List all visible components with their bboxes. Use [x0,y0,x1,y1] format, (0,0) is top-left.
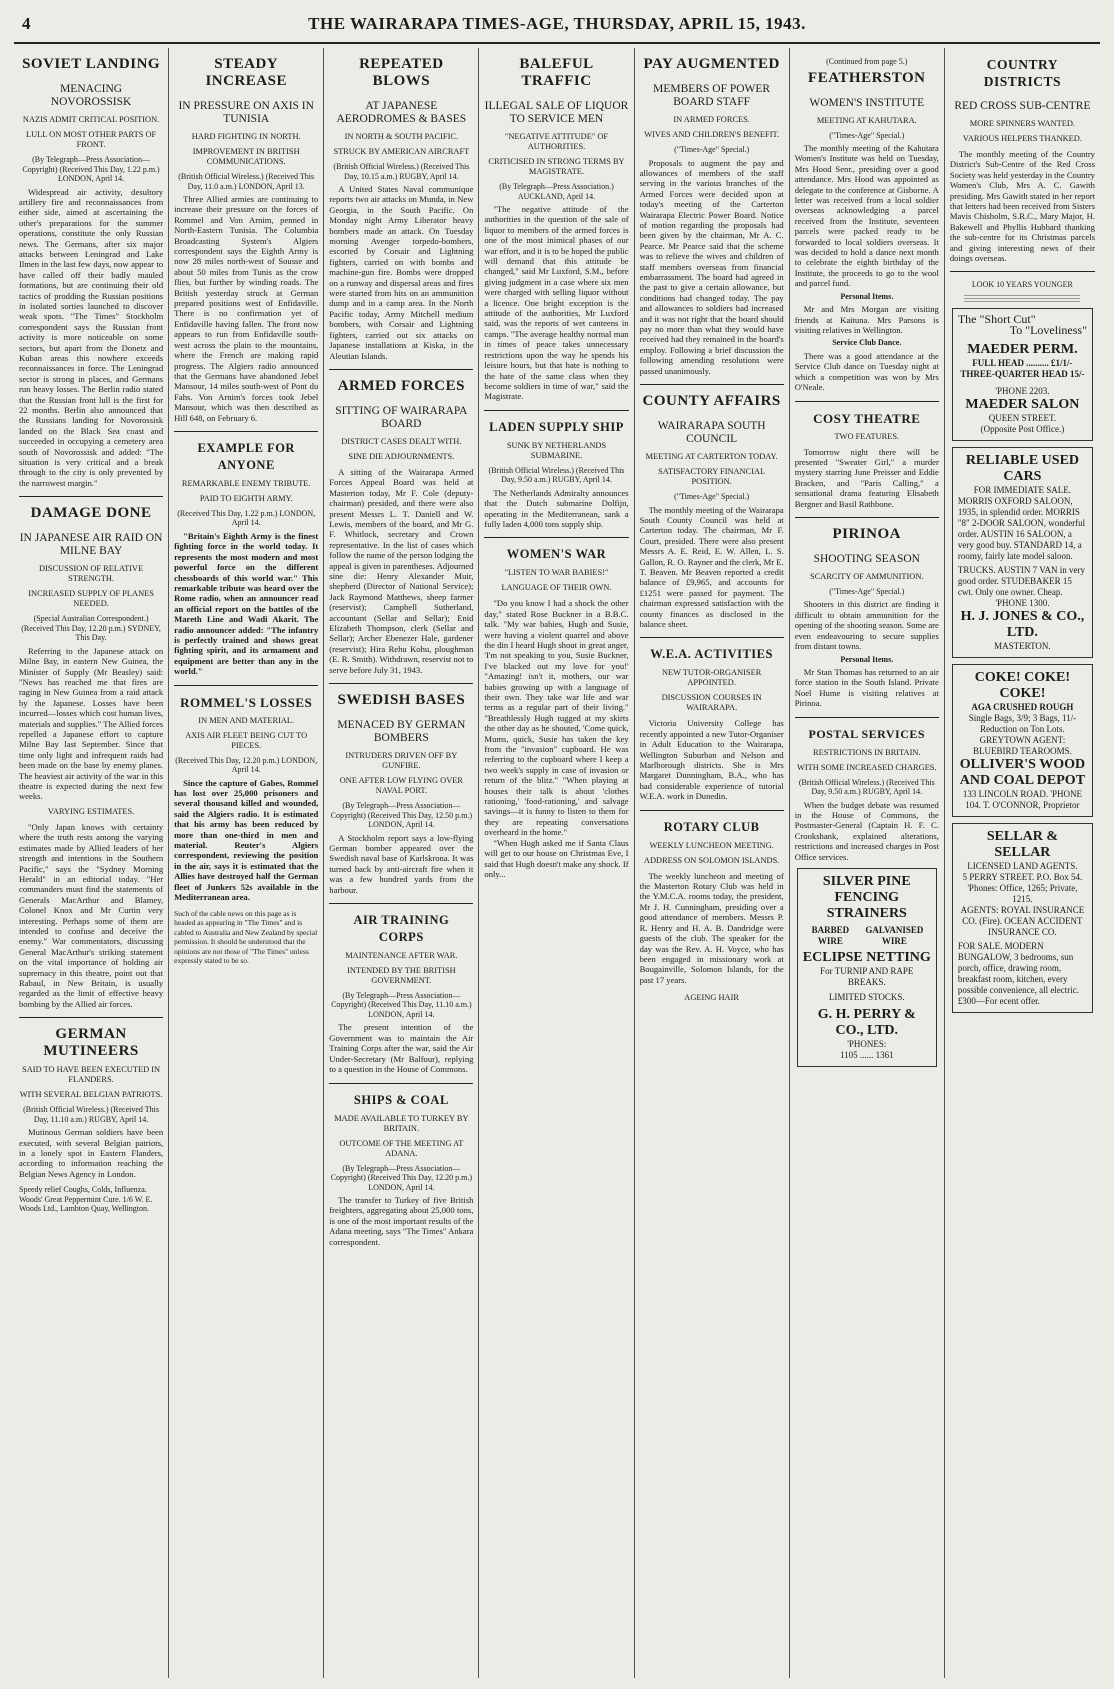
section-rule [329,683,473,684]
headline-country-districts: COUNTRY DISTRICTS [983,57,1062,89]
subhead: Personal Items. [840,291,894,301]
subhead: NEW TUTOR-ORGANISER APPOINTED. [661,668,762,688]
ad-line: ECLIPSE NETTING [802,950,931,966]
ad-line: GREYTOWN AGENT: BLUEBIRD TEAROOMS. [972,734,1072,756]
subhead: SHOOTING SEASON [813,552,920,565]
subhead: REMARKABLE ENEMY TRIBUTE. [181,478,311,488]
subhead: "LISTEN TO WAR BABIES!" [504,568,609,578]
ad-line: FULL HEAD .......... £1/1/- [972,357,1073,368]
subhead: AXIS AIR FLEET BEING CUT TO PIECES. [185,730,308,750]
advertisement-perry [797,868,937,1067]
subhead: MEMBERS OF POWER BOARD STAFF [653,83,771,108]
section-rule [640,637,784,638]
headline-pirinoa: PIRINOA [832,525,902,542]
dateline: ("Times-Age" Special.) [674,492,750,502]
ad-line: LIMITED STOCKS. [828,992,905,1003]
subhead: RED CROSS SUB-CENTRE [954,100,1091,112]
ad-line: OLLIVER'S WOOD AND COAL DEPOT [959,756,1086,788]
column-1 [14,48,169,1678]
article-body: Widespread air activity, desultory artillery fire and reconnaissances from either side, aimed at ascertaining the other's preparations for the summer operations, constitute the only Russian news. The Germans, after six major attacks between Leningrad and Lake Ilmen in the last few days, now appear to have called off their badly mauled formations, but are continuing their old tactics of prodding the Russian positions in isolated sorties launched to discover weak spots. "The Times" Stockholm correspondent says the Russian front activity is more noticeable on some sectors, but apart from the Donetz and Kuban areas this nowhere exceeds reconnaissances in force. The Leningrad sector is strong in places, and Germans run heavy losses. The Berlin radio stated that the Russian front lull is the first for 22 months. Berlin also announced that the Russians landing for Novorossisk landed on the Black Sea coast and succeeded in occupying a cemetery area south of Novorossisk and added: "The situation is very critical and a break through to the city is only prevented by the narrowest margin." [19,186,164,488]
column-7 [945,48,1100,1678]
subhead: IN MEN AND MATERIAL. [198,715,295,725]
article-body: "Do you know I had a shock the other day," stated Rose Buckner in a B.B.C. talk. "My war babies, Hugh and Susie, were having a violent quarrel and above the din I heard Hugh shout in great anger, 'I'm not speaking to you, Susie Buckner, I've blacked out my love for you!' "Amazing! isn't it, mothers, our war babies growing up with a language of their own. They take war life and war terms as a regular part of their living." "Breathlessly Hugh tugged at my skirts the other day as he shouted, 'Come quick, Mums, quick, Susie has taken the key from the "invasion" cupboard. He was referring to the cupboard where I keep a two week's supply in case of invasion or return of the blitz." "When playing at houses their talk is about 'clothes rationing,' 'food-rationing,' and salvage savings—it is funny to listen to them for they are repeating conversations overheard in the home." [484,598,629,838]
section-rule [329,903,473,904]
headline-armed-forces: ARMED FORCES [337,377,465,394]
subhead: INTENDED BY THE BRITISH GOVERNMENT. [347,965,456,985]
subhead: Personal Items. [840,654,894,664]
section-rule [795,717,939,718]
masthead [0,0,1114,48]
ad-line: FENCING STRAINERS [826,890,907,922]
advertisement-maeder [952,308,1093,441]
subhead: SAID TO HAVE BEEN EXECUTED IN FLANDERS. [22,1065,161,1085]
headline-steady-increase: STEADY INCREASE [205,56,287,89]
headline-german-mutineers: GERMAN MUTINEERS [43,1026,139,1060]
subhead: STRUCK BY AMERICAN AIRCRAFT [333,147,470,156]
column-5 [635,48,790,1678]
subhead: SINE DIE ADJOURNMENTS. [348,451,455,461]
article-body: Three Allied armies are continuing to increase their pressure on the forces of Rommel and Von Arnim, penned in North-Eastern Tunisia. The Columbia Broadcasting System's Algiers correspondent says the Eighth Army is now 28 miles north-west of Sousse and about 50 miles from Tunis as the crow flies, but further by winding roads. The British yesterday struck at German prepared positions west of Enfidaville. There is no confirmation yet of Enfidaville having fallen. The front now appears to run from Enfidaville south-west across the plain to the mountains, where the French are making rapid progress. The Algiers radio announced that the Germans have abandoned Jebel Mansour, 14 miles south-west of Pont du Fahs. Von Arnim's forces took Jebel Mansour, which was then described as Hill 648, on February 6. [174,194,319,423]
ad-line: FOR SALE. MODERN BUNGALOW, 3 bedrooms, sun porch, office, drawing room, breakfast room, kitchen, every possible convenience, all electric. £300—For ecent offer. [957,940,1080,1006]
subhead: NAZIS ADMIT CRITICAL POSITION. [22,115,160,124]
dateline: (British Official Wireless.) (Received This Day, 11.0 a.m.) LONDON, April 13. [178,172,315,191]
ad-line: AGA CRUSHED ROUGH [971,701,1074,712]
subhead: WAIRARAPA SOUTH COUNCIL [657,420,766,446]
subhead: WIVES AND CHILDREN'S BENEFIT. [644,130,780,139]
article-body: Victoria University College has recently appointed a new Tutor-Organiser in Adult Education to the Wairarapa, Wellington Suburban and Nelson and Marlborough districts. She is Mrs Margaret Dunningham, B.A., who has had considerable experience of tutorial W.E.A. work in Dunedin. [639,718,784,802]
subhead: SITTING OF WAIRARAPA BOARD [335,404,468,430]
subhead: LANGUAGE OF THEIR OWN. [501,583,612,593]
section-rule [484,537,628,538]
subhead: MENACED BY GERMAN BOMBERS [337,719,466,745]
subhead: IN ARMED FORCES. [673,115,750,124]
article-body: Mr Stan Thomas has returned to an air force station in the South Island. Private Noel Hume is visiting relatives at Pirinoa. [794,667,939,709]
ad-line: 5 PERRY STREET. P.O. Box 54. 'Phones: Office, 1265; Private, 1215. [962,871,1083,904]
subhead: IN JAPANESE AIR RAID ON MILNE BAY [19,532,163,558]
article-body: Referring to the Japanese attack on Milne Bay, in eastern New Guinea, the Minister of Supply (Mr Beasley) said: "News has reached me that fires are raging in New Guinea from a raid attack by the Japanese. Losses have been incurred—losses which cost human lives, materials and supplies." The Allied forces repelled a Japanese effort to capture Milne Bay last September. Since that time only light and infrequent raids had been made on the base by enemy planes. The heaviest air activity of the war in this theatre is expected during the next few weeks. [19,645,164,802]
article-body: The weekly luncheon and meeting of the Masterton Rotary Club was held in the Y.M.C.A. rooms today, the president, Mr J. H. Cunningham, presiding over a good attendance of members. Messrs P. R. Henry and H. A. B. Dandridge were guests of the club. The speaker for the day was the Rev. A. H. Voyce, who has been engaged in missionary work at Bougainville, Solomon Islands, for the past 17 years. [639,870,784,985]
subhead: VARIOUS HELPERS THANKED. [962,134,1082,143]
ad-line: SELLAR & SELLAR [986,828,1058,860]
dateline: (British Official Wireless.) (Received This Day, 10.15 a.m.) RUGBY, April 14. [333,162,470,181]
advertisement-coke [952,664,1093,817]
ad-line: LOOK 10 YEARS YOUNGER [971,280,1073,290]
headline-air-training-corps: AIR TRAINING CORPS [353,912,450,944]
ad-line: H. J. JONES & CO., LTD. [960,608,1085,640]
newspaper-title: THE WAIRARAPA TIMES-AGE, THURSDAY, APRIL 15, 1943. [308,14,806,33]
ad-line: TRUCKS. AUSTIN 7 VAN in very good order. STUDEBAKER 15 cwt. Only one owner. Cheap. [957,564,1086,597]
ad-line: 'PHONE 1300. [995,597,1050,608]
ad-line: MAEDER PERM. [967,341,1078,357]
ad-line: LICENSED LAND AGENTS. [967,860,1078,871]
section-rule [19,496,163,497]
ad-line: MAEDER SALON [965,396,1080,412]
section-rule [640,810,784,811]
column-3 [324,48,479,1678]
article-body: The monthly meeting of the Wairarapa South County Council was held at Carterton today. The chairman, Mr F. Court, presided. There were also present Messrs A. E. Reid, E. W. Allen, L. S. Gallon, R. O. Rayner and the clerk, Mr E. T. Beaven. Mr Beaven reported a credit balance of £9,965, and accounts for £1251 were passed for payment. The chairman expressed satisfaction with the county finances as disclosed in the balance sheet. [639,504,784,629]
article-body: When the budget debate was resumed in the House of Commons, the Postmaster-General (Captain H. F. C. Crookshank, explained alterations, restrictions and increased charges in Post Office services. [794,799,939,862]
ad-line: MORRIS OXFORD SALOON, 1935, in splendid order. MORRIS "8" 2-DOOR SALOON, wonderful order. AUSTIN 16 SALOON, a very good buy. STANDARD 14, a roomy, fairly late model saloon. [957,495,1086,561]
dateline: (Special Australian Correspondent.) (Received This Day, 12.20 p.m.) SYDNEY, This Day. [21,614,161,643]
footnote: Such of the cable news on this page as is headed as appearing in "The Times" and is cabled to Australia and New Zealand by special permission. It should be understood that the opinions are not those of "The Times" unless expressly stated to be so. [174,908,318,965]
columns [14,48,1100,1678]
dateline: ("Times-Age" Special.) [829,586,905,596]
headline-womens-war: WOMEN'S WAR [506,547,607,562]
ad-line: MASTERTON. [994,640,1051,651]
ad-line: QUEEN STREET. [988,412,1057,423]
subhead: IN PRESSURE ON AXIS IN TUNISIA [178,100,314,125]
article-body: Shooters in this district are finding it difficult to obtain ammunition for the opening of the shooting season. Some are even endeavouring to secure supplies from distant towns. [794,599,939,652]
article-body: "The negative attitude of the authorities in the question of the sale of liquor to members of the armed forces is one of the most inimical phases of our war effort, and it is to be hoped the public will demand that this attitude be changed," said Mr Luxford, S.M., before giving judgment in a case where six men were charged with selling liquor without a licence. One bright exception is the attitude of the authorities, Mr Luxford said, was the reports of wet canteens in camps. "The average healthy normal man in times of peace takes unnecessary restrictions upon the way he spends his leisure hours, but that hate is nothing to the hate of the same class when they become soldiers in time of war," said the Magistrate. [484,204,629,402]
headline-featherston: FEATHERSTON [808,69,926,86]
ad-line: The "Short Cut" [957,311,1036,326]
section-rule [640,384,784,385]
section-rule [329,369,473,370]
dateline: (By Telegraph—Press Association—Copyright) (Received This Day, 12.20 p.m.) LONDON, April 14. [330,1163,472,1192]
article-body: "Only Japan knows with certainty where the truth rests among the varying estimates made by Allied leaders of her strength and intentions in the Southern Pacific," says the "Sydney Morning Herald" in an editorial today. "Her commanders must find the statements of Generals MacArthur and Blamey, Colonel Knox and Mr Curtin very interesting. Perhaps some of them are intended to confuse and deceive the enemy." War commentators, discussing General MacArthur's striking statement on the vital importance of holding air supremacy in this theatre, point out that Rabaul, in New Britain, is usually regarded as the limit of effective heavy bombing by the Allied air forces. [19,821,164,1009]
dateline: (By Telegraph—Press Association—Copyright) (Received This Day, 1.22 p.m.) LONDON, April 14. [22,155,160,183]
headline-swedish-bases: SWEDISH BASES [337,692,466,709]
continued-note: (Continued from page 5.) [826,57,908,66]
article-body: The transfer to Turkey of five British freighters, aggregating about 25,000 tons, is one of the most important results of the Adana meeting, says "The Times" Ankara correspondent. [329,1195,474,1247]
article-body: The present intention of the Government was to maintain the Air Training Corps after the war, said the Air Under-Secretary (Mr Balfour), replying to a question in the House of Commons. [329,1022,474,1075]
article-body: A United States Naval communique reports two air attacks on Munda, in New Georgia, in the South Pacific. On Monday night Army Liberator heavy bombers made an attack. On Tuesday morning Avenger torpedo-bombers, escorted by Corsair and Lightning fighters, carried on with bombs and machine-gun fire. Bombs were dropped on a runway and dispersal areas and fires were started from hits on an ammunition dump and in a camp area. In the North Pacific today, Army Mitchell medium bombers, with Corsair and Lightning fighters, carried out six attacks on Japanese installations at Kiska, in the Aleutian Islands. [329,184,474,361]
subhead: SATISFACTORY FINANCIAL POSITION. [658,467,766,487]
headline-wea-activities: W.E.A. ACTIVITIES [650,647,773,662]
article-body: "Britain's Eighth Army is the finest fighting force in the world today. It represents the most modern and most powerful force on the different chessboards of this world war." This remarkable tribute was heard over the Rome radio, when an announcer read an official report on the battles of the Mareth Line and Wadi Akarit. The radio announcer added: "The infantry is perfectly trained and shows great fighting spirit, and its armament and equipment are better than any in the world." [174,530,319,677]
subhead: SUNK BY NETHERLANDS SUBMARINE. [506,440,607,460]
subhead: MEETING AT CARTERTON TODAY. [645,452,778,462]
dateline: (British Official Wireless.) (Received This Day, 9.50 a.m.) RUGBY, April 14. [798,777,935,797]
ad-line: 1105 ...... 1361 [839,1050,894,1061]
subhead: MEETING AT KAHUTARA. [816,115,917,125]
dateline: (British Official Wireless.) (Received This Day, 9.50 a.m.) RUGBY, April 14. [488,465,625,485]
subhead: WITH SEVERAL BELGIAN PATRIOTS. [19,1090,163,1100]
column-6 [790,48,945,1678]
section-rule [795,517,939,518]
ad-fine-print [964,294,1080,302]
headline-county-affairs: COUNTY AFFAIRS [642,393,781,410]
headline-soviet-landing: SOVIET LANDING [22,56,161,72]
ad-line: For TURNIP AND RAPE BREAKS. [820,966,914,988]
article-body: Since the capture of Gabes, Rommel has lost over 25,000 prisoners and several thousand killed and wounded, said the Algiers radio. It is estimated that his army has been reduced by more than one-third in men and material. Reuter's Algiers correspondent, reviewing the position in the air, says it is estimated that the Allies have destroyed half the German fleet of Junkers 52s available in the Mediterranean area. [174,777,319,903]
dateline: (Received This Day, 1.22 p.m.) LONDON, April 14. [177,508,316,528]
article-body: The Netherlands Admiralty announces that the Dutch submarine Dolfijn, operating in the Mediterranean, sank a fully laden 4,000 tons supply ship. [484,487,629,529]
advertisement-title: AGEING HAIR [684,993,739,1003]
ad-line: GALVANISED WIRE [865,925,924,947]
article-body: Tomorrow night there will be presented "Sweater Girl," a murder mystery starring June Preisser and Eddie Bracken, and "Paris Calling," a sensational drama featuring Elisabeth Bergner and Basil Rathbone. [794,446,939,509]
ad-line: AGENTS: ROYAL INSURANCE CO. (Fire). OCEAN ACCIDENT INSURANCE CO. [960,904,1085,937]
advertisement: Speedy relief Coughs, Colds, Influenza. Woods' Great Peppermint Cure. 1/6 W. E. Woods Ltd., Lambton Quay, Wellington. [19,1185,153,1214]
advertisement-sellar [952,823,1093,1013]
section-rule [484,410,628,411]
ad-line: To "Loveliness" [1009,322,1087,337]
section-rule [950,271,1095,272]
dateline: (By Telegraph—Press Association—Copyright) (Received This Day, 11.10 a.m.) LONDON, April 14. [331,990,472,1019]
dateline: ("Times-Age" Special.) [829,130,905,140]
section-rule [174,431,318,432]
section-rule [795,401,939,402]
headline-baleful-traffic: BALEFUL TRAFFIC [519,56,594,89]
headline-rommels-losses: ROMMEL'S LOSSES [180,694,313,710]
subhead: CRITICISED IN STRONG TERMS BY MAGISTRATE. [488,157,625,176]
subhead: VARYING ESTIMATES. [47,806,135,816]
article-body: Mr and Mrs Morgan are visiting friends at Kaituna. Mrs Parsons is visiting relatives in Wellington. [794,304,939,335]
article-body: Mutinous German soldiers have been executed, with several Belgian patriots, in a lonely spot in Eastern Flanders, according to information reaching the Belgian News Agency in London. [19,1127,164,1179]
subhead: DISTRICT CASES DEALT WITH. [341,436,462,446]
article-body: There was a good attendance at the Service Club dance on Tuesday night at which a competition was won by Mrs O'Neale. [794,350,939,393]
headline-laden-supply-ship: LADEN SUPPLY SHIP [489,419,624,434]
subhead: MADE AVAILABLE TO TURKEY BY BRITAIN. [334,1113,469,1133]
article-body: The monthly meeting of the Country District's Sub-Centre of the Red Cross Society was held yesterday in the Country Women's Club, Mrs A. C. Gawith presiding. Mrs Gawith stated in her report that letters had been received from Sisters Mavis Chisholm, S.R.C., Mary Major, H. Bakewell and Phyllis Hubbard thanking the sub-centre for its Christmas parcels and giving interesting news of their doings overseas. [949,149,1095,264]
dateline: (Received This Day, 12.20 p.m.) LONDON, April 14. [175,755,318,775]
subhead: INCREASED SUPPLY OF PLANES NEEDED. [28,589,154,609]
subhead: HARD FIGHTING IN NORTH. [191,132,301,141]
subhead: LULL ON MOST OTHER PARTS OF FRONT. [25,130,157,149]
subhead: TWO FEATURES. [834,431,900,441]
headline-ships-and-coal: SHIPS & COAL [353,1092,449,1107]
subhead: ADDRESS ON SOLOMON ISLANDS. [643,855,780,865]
subhead: MORE SPINNERS WANTED. [969,119,1076,128]
ad-line: SILVER PINE [822,874,911,890]
headline-damage-done: DAMAGE DONE [30,505,152,522]
subhead: MAINTENANCE AFTER WAR. [345,950,458,960]
ad-line: 133 LINCOLN ROAD. 'PHONE 104. T. O'CONNOR, Proprietor [962,788,1082,810]
column-2 [169,48,324,1678]
ad-line: THREE-QUARTER HEAD 15/- [960,368,1085,379]
subhead: WEEKLY LUNCHEON MEETING. [649,840,774,850]
ad-line: G. H. PERRY & CO., LTD. [817,1007,916,1039]
subhead: INTRUDERS DRIVEN OFF BY GUNFIRE. [345,751,458,771]
ad-line: 'PHONE 2203. [995,385,1050,396]
subhead: ILLEGAL SALE OF LIQUOR TO SERVICE MEN [484,100,629,125]
ad-line: COKE! COKE! COKE! [974,669,1071,701]
section-rule [329,1083,473,1084]
section-rule [174,685,318,686]
article-body: The monthly meeting of the Kahutara Women's Institute was held on Tuesday, Mrs Hood Senr., presiding over a good attendance. Mrs Hood was appointed as delegate to the conference at Gisborne. A letter was received from a local soldier overseas acknowledging a parcel received from the Institute, seventeen parcels were packed ready to be forwarded to local soldiers overseas. It was decided to hold a dance next month to celebrate the eighth birthday of the Institute, the proceeds to go to the wool and parcel fund. [794,143,939,289]
subhead: ONE AFTER LOW FLYING OVER NAVAL PORT. [339,776,463,796]
headline-repeated-blows: REPEATED BLOWS [359,56,444,89]
page-number: 4 [22,14,31,33]
masthead-rule [14,42,1100,44]
headline-cosy-theatre: COSY THEATRE [813,410,921,426]
subhead: DISCUSSION COURSES IN WAIRARAPA. [661,693,762,713]
headline-pay-augmented: PAY AUGMENTED [643,56,780,72]
article-body: A Stockholm report says a low-flying German bomber appeared over the Swedish naval base of Karlskrona. It was turned back by anti-aircraft fire when it was a few hundred yards from the harbour. [329,832,474,895]
subhead: PAID TO EIGHTH ARMY. [199,493,293,503]
subhead: IN NORTH & SOUTH PACIFIC. [344,132,459,141]
subhead: RESTRICTIONS IN BRITAIN. [813,747,921,757]
ad-line: 'PHONES: [847,1039,887,1050]
dateline: (By Telegraph—Press Association—Copyright) (Received This Day, 12.50 p.m.) LONDON, April 14. [330,801,472,830]
subhead: WOMEN'S INSTITUTE [809,96,925,109]
subhead: MENACING NOVOROSSISK [50,83,132,108]
headline-postal-services: POSTAL SERVICES [808,726,926,741]
ad-line: RELIABLE USED CARS [965,452,1080,484]
article-body: A sitting of the Wairarapa Armed Forces Appeal Board was held at Masterton today, Mr F. Cole (deputy-chairman) presided, and there were also present Messrs L. T. Daniell and W. Lewis, members of the board, and Mr G. F. Whitlock, secretary and Crown representative. In the list of cases which follow the name of the person lodging the appeal is given in parentheses. Adjourned sine die: Henry Alexander Muir, shepherd (Director of National Service); Jack Raymond Matthews, sheep farmer (reservist); Campbell Sutherland, accountant (Sellar and Sellar); Enid Elizabeth Thompson, clerk (Sellar and Sellar); Archer Ebenezer Hale, gardener (reservist); Hira Rehu Kohu, ploughman (E. R. Smith). Withdrawn, reservist not to serve before July 31, 1943. [329,466,474,675]
article-body: Proposals to augment the pay and allowances of members of the staff serving in the various branches of the Armed Forces were decided upon at today's meeting of the Carterton Wairarapa Electric Power Board. Notice of motion regarding the proposals had been given by the chairman, Mr A. C. Pearce. Mr Pearce said that the scheme was to relieve the wives and children of staff members overseas from financial embarrassment. The board had agreed in the past to give a certain allowance, but conditions had changed today. The pay and allowances to soldiers had increased and it was not right that the board should pay no more than what they would have received had they remained in the board's employ. Following a brief discussion the following amending resolutions were passed unanimously. [639,157,784,376]
ad-line: (Opposite Post Office.) [980,423,1065,434]
article-body: "When Hugh asked me if Santa Claus will get to our house on Christmas Eve, I said that Hugh doesn't make any shock. If only... [484,837,629,879]
subhead: "NEGATIVE ATTITUDE" OF AUTHORITIES. [504,132,609,151]
subhead: AT JAPANESE AERODROMES & BASES [336,100,467,125]
subhead: DISCUSSION OF RELATIVE STRENGTH. [38,564,144,584]
subhead: Service Club Dance. [832,338,902,348]
subhead: SCARCITY OF AMMUNITION. [810,571,924,581]
subhead: OUTCOME OF THE MEETING AT ADANA. [339,1138,464,1158]
headline-rotary-club: ROTARY CLUB [663,819,760,834]
column-4 [479,48,634,1678]
subhead: IMPROVEMENT IN BRITISH COMMUNICATIONS. [192,147,300,166]
headline-example-for-anyone: EXAMPLE FOR ANYONE [197,440,295,472]
ad-line: Reduction on Ton Lots. [980,723,1065,734]
dateline: (British Official Wireless.) (Received This Day, 11.10 a.m.) RUGBY, April 14. [23,1105,159,1124]
section-rule [19,1017,163,1018]
ad-line: Single Bags, 3/9; 3 Bags, 11/- [968,712,1077,723]
subhead: WITH SOME INCREASED CHARGES. [796,762,937,772]
dateline: ("Times-Age" Special.) [674,145,750,154]
advertisement-used-cars [952,447,1093,658]
ad-line: FOR IMMEDIATE SALE. [973,484,1072,495]
dateline: (By Telegraph—Press Association.) AUCKLAND, April 14. [499,182,614,201]
ad-line: BARBED WIRE [811,925,850,947]
